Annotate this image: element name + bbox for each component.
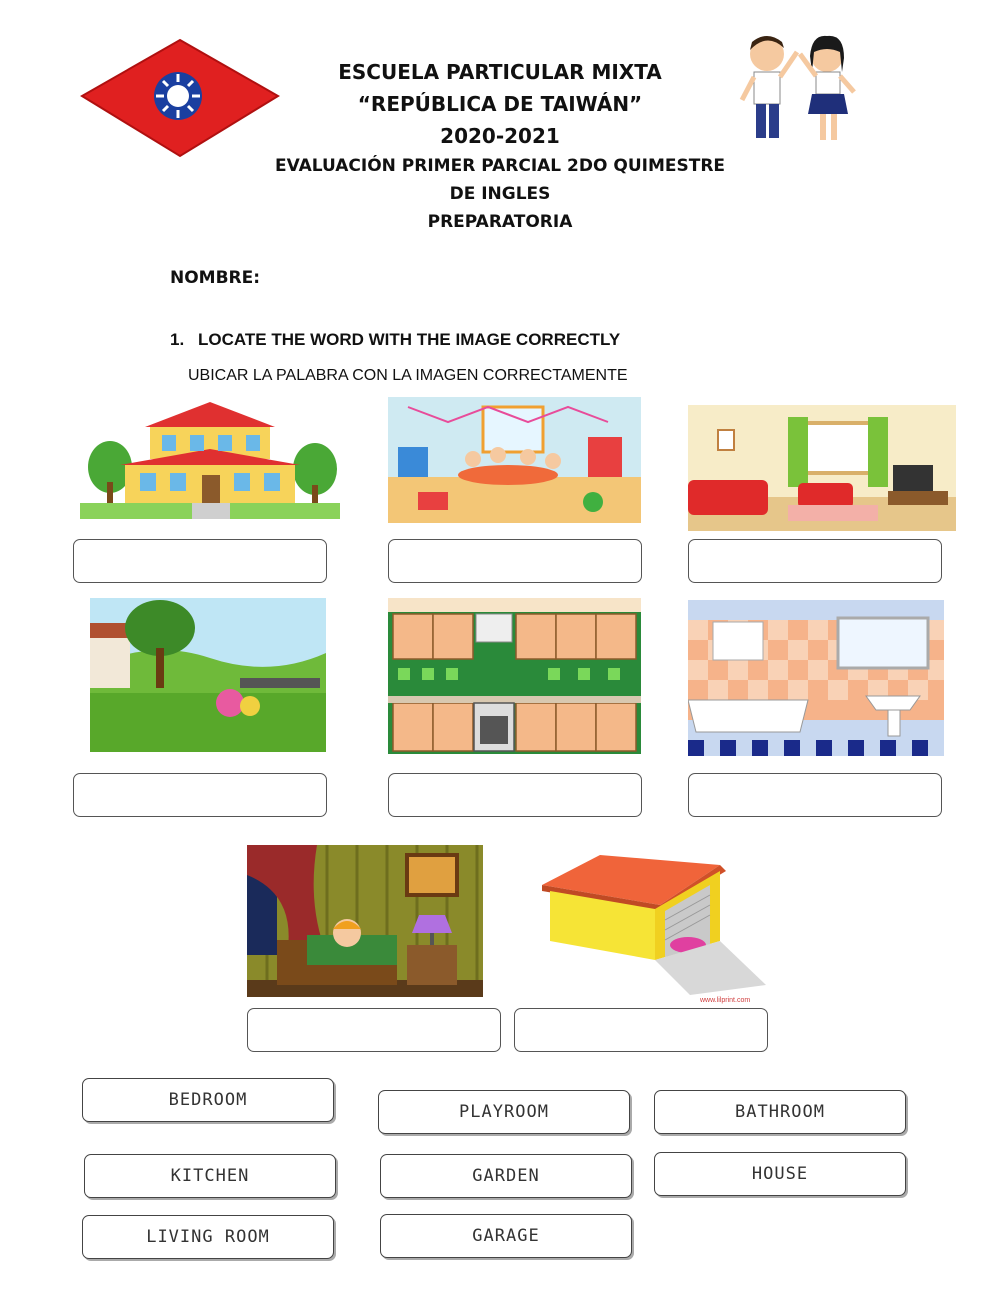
- school-logo: [80, 38, 280, 158]
- bathroom-image: [688, 600, 944, 756]
- school-name-line1: ESCUELA PARTICULAR MIXTA: [338, 60, 662, 84]
- answer-box-living-room[interactable]: [688, 539, 942, 583]
- garden-image: [90, 598, 326, 752]
- question-subtitle: UBICAR LA PALABRA CON LA IMAGEN CORRECTAMENTE: [188, 367, 628, 384]
- word-bedroom[interactable]: BEDROOM: [82, 1078, 334, 1122]
- word-garage[interactable]: GARAGE: [380, 1214, 632, 1258]
- exam-title-line1: EVALUACIÓN PRIMER PARCIAL 2DO QUIMESTRE: [274, 156, 726, 176]
- answer-box-kitchen[interactable]: [388, 773, 642, 817]
- question-number: 1.: [170, 330, 185, 349]
- students-clipart: [722, 32, 872, 152]
- name-label: NOMBRE:: [170, 268, 261, 288]
- answer-box-house[interactable]: [73, 539, 327, 583]
- word-living-room[interactable]: LIVING ROOM: [82, 1215, 334, 1259]
- playroom-image: [388, 397, 641, 523]
- living-room-image: [688, 405, 956, 531]
- watermark: www.lilprint.com: [700, 997, 751, 1004]
- garage-image: [530, 845, 766, 1005]
- answer-box-bathroom[interactable]: [688, 773, 942, 817]
- exam-title-line2: DE INGLES: [449, 184, 551, 204]
- word-garden[interactable]: GARDEN: [380, 1154, 632, 1198]
- house-image: [80, 397, 340, 519]
- school-name-line2: “REPÚBLICA DE TAIWÁN”: [357, 92, 643, 116]
- answer-box-playroom[interactable]: [388, 539, 642, 583]
- word-playroom[interactable]: PLAYROOM: [378, 1090, 630, 1134]
- word-house[interactable]: HOUSE: [654, 1152, 906, 1196]
- answer-box-bedroom[interactable]: [247, 1008, 501, 1052]
- bedroom-image: [247, 845, 483, 997]
- school-year: 2020-2021: [440, 124, 560, 148]
- word-bathroom[interactable]: BATHROOM: [654, 1090, 906, 1134]
- word-kitchen[interactable]: KITCHEN: [84, 1154, 336, 1198]
- kitchen-image: [388, 598, 641, 754]
- answer-box-garage[interactable]: [514, 1008, 768, 1052]
- exam-level: PREPARATORIA: [427, 212, 573, 232]
- question-title: LOCATE THE WORD WITH THE IMAGE CORRECTLY: [198, 330, 621, 349]
- answer-box-garden[interactable]: [73, 773, 327, 817]
